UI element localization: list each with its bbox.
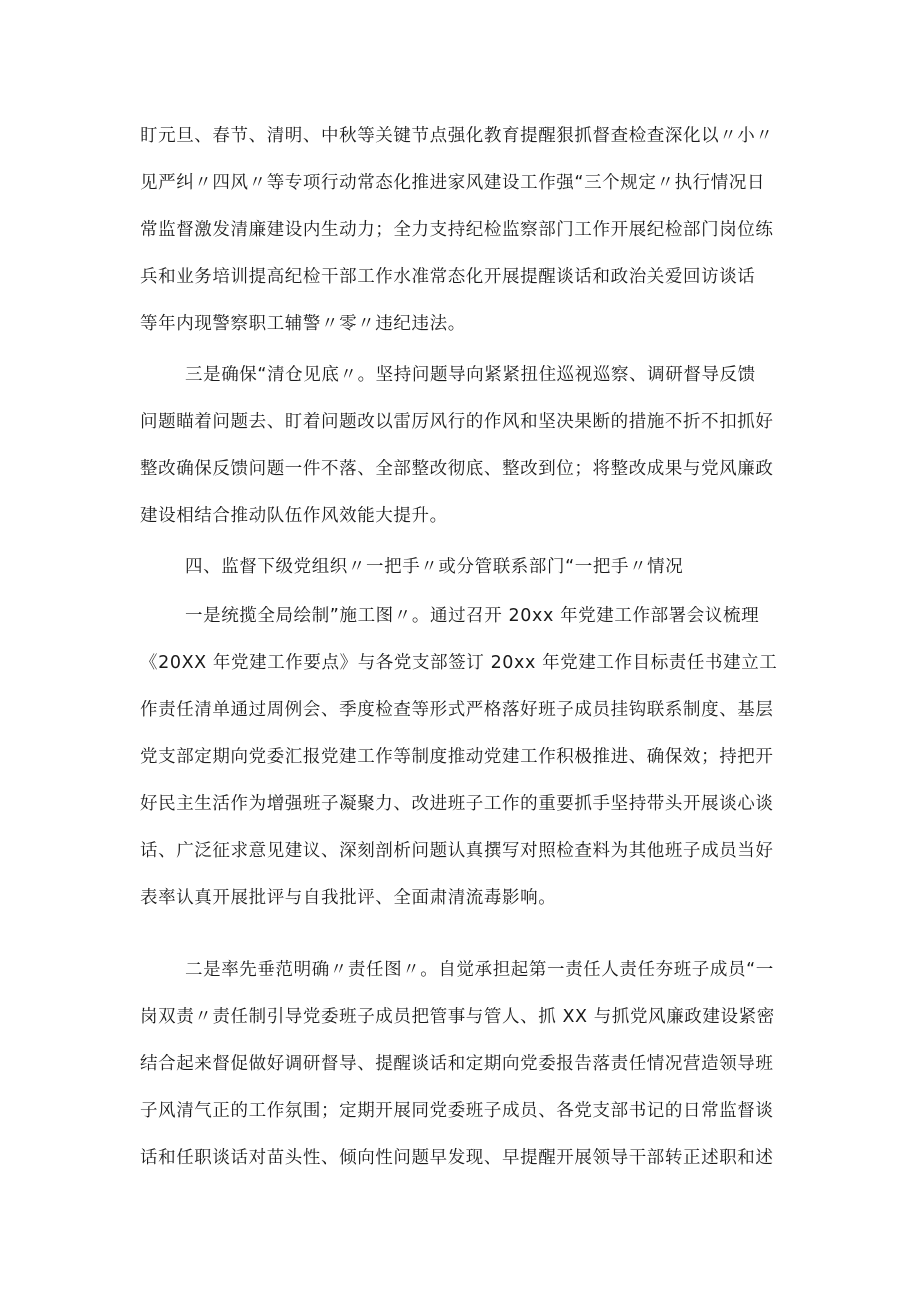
paragraph-4 bbox=[140, 593, 782, 922]
text-line: 问题瞄着问题去、盯着问题改以雷厉风行的作风和坚决果断的措施不折不扣抓好 bbox=[140, 412, 774, 432]
text-line: 见严纠〃四风〃等专项行动常态化推进家风建设工作强“三个规定〃执行情况日 bbox=[140, 173, 766, 193]
section-heading bbox=[140, 544, 782, 591]
text-line: 岗双责〃责任制引导党委班子成员把管事与管人、抓 XX 与抓党风廉政建设紧密 bbox=[140, 1007, 775, 1027]
paragraph-1 bbox=[140, 113, 782, 348]
text-line: 结合起来督促做好调研督导、提醒谈话和定期向党委报告落责任情况营造领导班 bbox=[140, 1054, 774, 1074]
text-line: 话、广泛征求意见建议、深刻剖析问题认真撰写对照检查料为其他班子成员当好 bbox=[140, 841, 774, 861]
text-line: 兵和业务培训提高纪检干部工作水准常态化开展提醒谈话和政治关爱回访谈话 bbox=[140, 267, 756, 287]
paragraph-5 bbox=[140, 947, 782, 1182]
text-line: 常监督激发清廉建设内生动力；全力支持纪检监察部门工作开展纪检部门岗位练 bbox=[140, 220, 774, 240]
text-line: 话和任职谈话对苗头性、倾向性问题早发现、早提醒开展领导干部转正述职和述 bbox=[140, 1148, 774, 1168]
text-line: 二是率先垂范明确〃责任图〃。自觉承担起第一责任人责任夯班子成员“一 bbox=[185, 960, 774, 980]
text-line: 作责任清单通过周例会、季度检查等形式严格落好班子成员挂钩联系制度、基层 bbox=[140, 700, 774, 720]
text-line: 等年内现警察职工辅警〃零〃违纪违法。 bbox=[140, 314, 466, 334]
text-line: 表率认真开展批评与自我批评、全面肃清流毒影响。 bbox=[140, 888, 557, 908]
text-line: 子风清气正的工作氛围；定期开展同党委班子成员、各党支部书记的日常监督谈 bbox=[140, 1101, 774, 1121]
text-line: 盯元旦、春节、清明、中秋等关键节点强化教育提醒狠抓督查检查深化以〃小〃 bbox=[140, 126, 774, 146]
text-line: 整改确保反馈问题一件不落、全部整改彻底、整改到位；将整改成果与党风廉政 bbox=[140, 459, 774, 479]
paragraph-2 bbox=[140, 352, 782, 540]
text-line: 好民主生活作为增强班子凝聚力、改进班子工作的重要抓手坚持带头开展谈心谈 bbox=[140, 794, 774, 814]
text-line: 三是确保“清仓见底〃。坚持问题导向紧紧扭住巡视巡察、调研督导反馈 bbox=[185, 365, 756, 385]
text-line: 党支部定期向党委汇报党建工作等制度推动党建工作积极推进、确保效；持把开 bbox=[140, 747, 774, 767]
text-line: 一是统揽全局绘制”施工图〃。通过召开 20xx 年党建工作部署会议梳理 bbox=[185, 606, 760, 626]
text-line: 四、监督下级党组织〃一把手〃或分管联系部门“一把手〃情况 bbox=[185, 557, 684, 577]
text-line: 《20XX 年党建工作要点》与各党支部签订 20xx 年党建工作目标责任书建立工 bbox=[140, 653, 778, 673]
text-line: 建设相结合推动队伍作风效能大提升。 bbox=[140, 506, 448, 526]
